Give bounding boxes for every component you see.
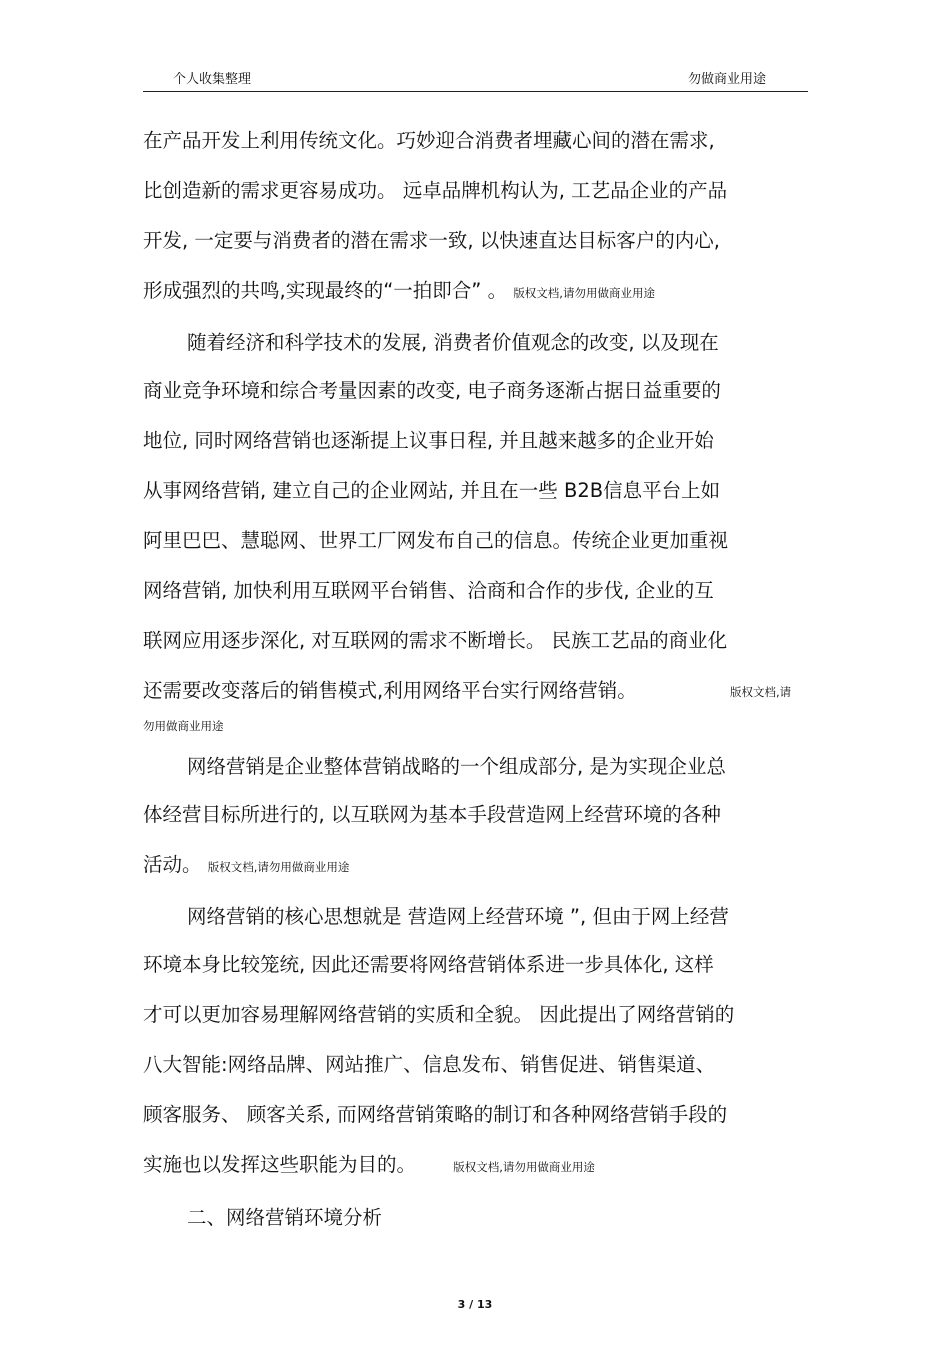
copyright-note: 版权文档,请勿用做商业用途 [453,1160,595,1174]
section-heading: 二、网络营销环境分析 [187,1206,383,1229]
body-text: 实施也以发挥这些职能为目的。 [143,1153,417,1176]
body-line [143,850,808,882]
body-text: 还需要改变落后的销售模式,利用网络平台实行网络营销。 [143,679,637,702]
header-right-text: 勿做商业用途 [687,72,766,87]
page-number: 3 / 13 [457,1298,493,1311]
body-line: 地位, 同时网络营销也逐渐提上议事日程, 并且越来越多的企业开始 [143,429,714,452]
body-line: 随着经济和科学技术的发展, 消费者价值观念的改变, 以及现在 [187,331,719,354]
body-line: 在产品开发上利用传统文化。巧妙迎合消费者埋藏心间的潜在需求, [143,129,715,152]
body-line [143,1150,808,1182]
body-text: 活动。 [143,853,202,876]
page-header [143,62,808,90]
body-line: 体经营目标所进行的, 以互联网为基本手段营造网上经营环境的各种 [143,803,721,826]
copyright-note: 版权文档,请 [730,685,792,699]
body-line: 阿里巴巴、慧聪网、世界工厂网发布自己的信息。传统企业更加重视 [143,529,729,552]
body-line: 从事网络营销, 建立自己的企业网站, 并且在一些 B2B信息平台上如 [143,479,721,502]
copyright-note-continued: 勿用做商业用途 [143,719,224,733]
body-line: 顾客服务、 顾客关系, 而网络营销策略的制订和各种网络营销手段的 [143,1103,728,1126]
body-line: 比创造新的需求更容易成功。 远卓品牌机构认为, 工艺品企业的产品 [143,179,728,202]
body-line: 联网应用逐步深化, 对互联网的需求不断增长。 民族工艺品的商业化 [143,629,728,652]
body-line: 网络营销的核心思想就是 营造网上经营环境 ”, 但由于网上经营 [187,905,729,928]
body-line: 环境本身比较笼统, 因此还需要将网络营销体系进一步具体化, 这样 [143,953,714,976]
body-line: 网络营销, 加快利用互联网平台销售、洽商和合作的步伐, 企业的互 [143,579,714,602]
body-line: 商业竞争环境和综合考量因素的改变, 电子商务逐渐占据日益重要的 [143,379,721,402]
copyright-note: 版权文档,请勿用做商业用途 [513,286,655,300]
body-text: 。 [481,279,508,302]
copyright-note: 版权文档,请勿用做商业用途 [207,860,350,874]
body-line: 开发, 一定要与消费者的潜在需求一致, 以快速直达目标客户的内心, [143,229,720,252]
body-text: 形成强烈的共鸣,实现最终的“一拍即合” [143,279,482,302]
body-line: 八大智能:网络品牌、网站推广、信息发布、销售促进、销售渠道、 [143,1053,716,1076]
header-left-text: 个人收集整理 [173,72,252,87]
body-line: 才可以更加容易理解网络营销的实质和全貌。 因此提出了网络营销的 [143,1003,735,1026]
header-divider [143,91,808,92]
body-line [143,276,808,308]
body-line: 网络营销是企业整体营销战略的一个组成部分, 是为实现企业总 [187,755,726,778]
body-line [143,676,808,706]
